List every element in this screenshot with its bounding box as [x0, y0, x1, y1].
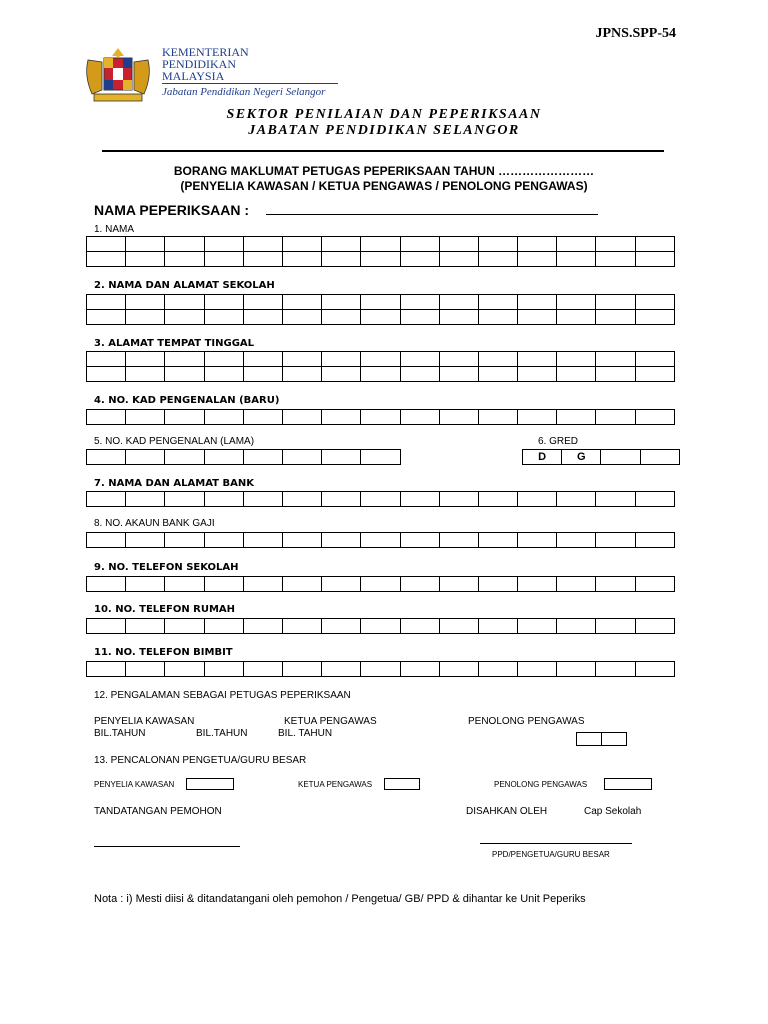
field-school-phone-label: 9. NO. TELEFON SEKOLAH: [94, 562, 239, 573]
field-name-label: 1. NAMA: [94, 224, 135, 235]
ministry-name: [162, 46, 249, 82]
nom-penolong-checkbox[interactable]: [604, 778, 652, 790]
ministry-line3: MALAYSIA: [162, 69, 225, 83]
nom-ketua-checkbox[interactable]: [384, 778, 420, 790]
ministry-divider: [162, 83, 338, 84]
field-mobile-label: 11. NO. TELEFON BIMBIT: [94, 647, 233, 658]
header-line1: SEKTOR PENILAIAN DAN PEPERIKSAAN: [226, 107, 542, 122]
exp-penyelia-label: PENYELIA KAWASAN: [94, 716, 195, 727]
field-ic-old-label: 5. NO. KAD PENGENALAN (LAMA): [94, 436, 255, 447]
verifier-role-label: PPD/PENGETUA/GURU BESAR: [492, 850, 610, 859]
school-stamp-label: Cap Sekolah: [584, 806, 642, 817]
school-address-grid[interactable]: [86, 294, 675, 325]
grade-g-cell: G: [562, 450, 601, 465]
exp-penolong-years-label: BIL. TAHUN: [278, 728, 333, 739]
field-ic-new-label: 4. NO. KAD PENGENALAN (BARU): [94, 395, 280, 406]
field-bank-label: 7. NAMA DAN ALAMAT BANK: [94, 478, 254, 489]
header-divider: [102, 150, 664, 152]
ic-old-grid[interactable]: [86, 449, 401, 465]
form-title-line1: BORANG MAKLUMAT PETUGAS PEPERIKSAAN TAHUN ……………………: [173, 164, 595, 178]
footer-note: Nota : i) Mesti diisi & ditandatangani oleh pemohon / Pengetua/ GB/ PPD & dihantar ke Unit Peperiks: [94, 893, 586, 905]
name-grid[interactable]: [86, 236, 675, 267]
school-phone-grid[interactable]: [86, 576, 675, 592]
exam-name-field[interactable]: [266, 214, 598, 215]
home-address-grid[interactable]: [86, 351, 675, 382]
exp-ketua-years-label: BIL.TAHUN: [196, 728, 248, 739]
header-line2: JABATAN PENDIDIKAN SELANGOR: [248, 123, 520, 138]
form-code: JPNS.SPP-54: [595, 26, 676, 41]
exam-name-label: NAMA PEPERIKSAAN :: [94, 202, 250, 218]
home-phone-grid[interactable]: [86, 618, 675, 634]
bank-account-grid[interactable]: [86, 532, 675, 548]
field-grade-label: 6. GRED: [538, 436, 579, 447]
form-title-line2: (PENYELIA KAWASAN / KETUA PENGAWAS / PENOLONG PENGAWAS): [180, 179, 588, 193]
ministry-line1: KEMENTERIAN: [162, 45, 249, 59]
exp-ketua-label: KETUA PENGAWAS: [284, 716, 377, 727]
exp-penolong-label: PENOLONG PENGAWAS: [468, 716, 585, 727]
grade-d-cell: D: [523, 450, 562, 465]
verifier-signature-line[interactable]: [480, 843, 632, 844]
ministry-dept: Jabatan Pendidikan Negeri Selangor: [162, 86, 326, 98]
verified-by-label: DISAHKAN OLEH: [466, 806, 548, 817]
nom-ketua-label: KETUA PENGAWAS: [298, 780, 373, 789]
field-school-label: 2. NAMA DAN ALAMAT SEKOLAH: [94, 280, 275, 291]
malaysia-coat-of-arms-logo: [80, 46, 156, 106]
mobile-phone-grid[interactable]: [86, 661, 675, 677]
applicant-signature-line[interactable]: [94, 846, 240, 847]
field-bank-account-label: 8. NO. AKAUN BANK GAJI: [94, 518, 215, 529]
field-nomination-label: 13. PENCALONAN PENGETUA/GURU BESAR: [94, 755, 307, 766]
bank-grid[interactable]: [86, 491, 675, 507]
exp-penyelia-years-label: BIL.TAHUN: [94, 728, 146, 739]
field-home-address-label: 3. ALAMAT TEMPAT TINGGAL: [94, 338, 255, 349]
nom-penolong-label: PENOLONG PENGAWAS: [494, 780, 588, 789]
grade-grid[interactable]: [522, 449, 680, 465]
nom-penyelia-label: PENYELIA KAWASAN: [94, 780, 175, 789]
field-home-phone-label: 10. NO. TELEFON RUMAH: [94, 604, 236, 615]
ic-new-grid[interactable]: [86, 409, 675, 425]
exp-years-grid[interactable]: [576, 732, 627, 746]
field-experience-label: 12. PENGALAMAN SEBAGAI PETUGAS PEPERIKSAAN: [94, 690, 351, 701]
ministry-line2: PENDIDIKAN: [162, 57, 236, 71]
nom-penyelia-checkbox[interactable]: [186, 778, 234, 790]
applicant-signature-label: TANDATANGAN PEMOHON: [94, 806, 222, 817]
